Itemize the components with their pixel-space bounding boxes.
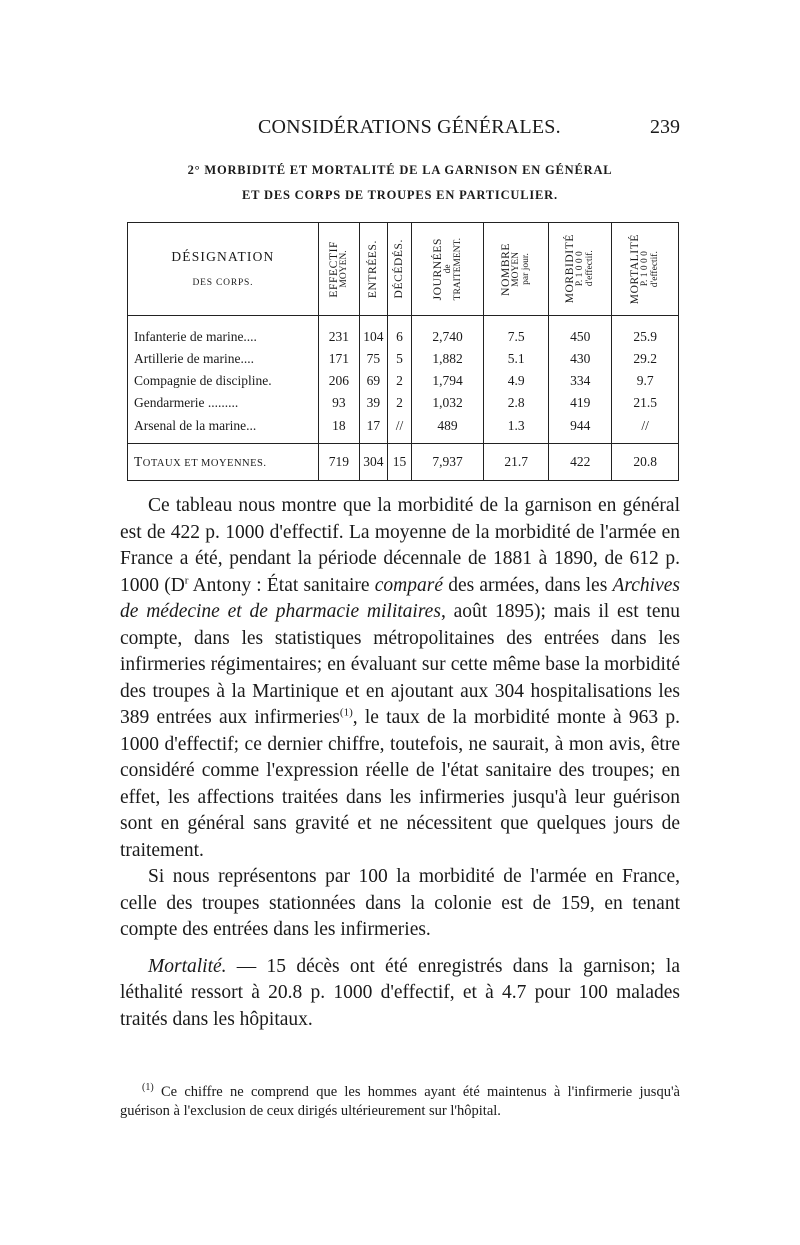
cell-effectif: 18	[318, 413, 359, 444]
row-label: Arsenal de la marine...	[134, 417, 257, 433]
statistics-table-grid	[128, 223, 678, 480]
header-journees-sub: de TRAITEMENT.	[442, 237, 463, 301]
table-row	[128, 368, 678, 390]
cell-mortalite: //	[612, 413, 678, 444]
cell-morbidite: 430	[549, 346, 612, 368]
cell-nombre: 1.3	[484, 413, 549, 444]
header-mortalite	[612, 223, 678, 316]
statistics-table	[127, 222, 679, 481]
cell-entrees: 17	[359, 413, 387, 444]
cell-journees: 489	[411, 413, 483, 444]
footnote-text: Ce chiffre ne comprend que les hommes ayant été maintenus à l'infirmerie jusqu'à guérison à l'exclusion de ceux dirigés ultérieurement sur l'hôpital.	[120, 1084, 680, 1119]
cell-decedes: 2	[387, 368, 411, 390]
cell-nombre: 7.5	[484, 316, 549, 347]
header-effectif	[318, 223, 359, 316]
cell-journees: 1,794	[411, 368, 483, 390]
row-label: Artillerie de marine....	[134, 351, 254, 367]
running-head	[120, 116, 680, 146]
p1-italic-compare: comparé	[374, 574, 443, 596]
cell-mortalite: 9.7	[612, 368, 678, 390]
p1-part-b: Antony : État sanitaire	[188, 574, 375, 596]
section-title	[120, 158, 680, 208]
cell-mortalite: 29.2	[612, 346, 678, 368]
table-row	[128, 413, 678, 444]
p1-part-d: , août 1895); mais il est tenu compte, dans les statistiques métropolitaines des entrées dans les infirmeries régimentaires; en évaluant sur cette même base la morbidité des troupes à la Martinique et en ajoutant aux 304 hospitalisations les 389 entrées aux infirmeries	[120, 601, 680, 728]
table-row	[128, 316, 678, 347]
header-effectif-sub: MOYEN.	[338, 250, 349, 288]
paragraph-comparison: Si nous représentons par 100 la morbidité de l'armée en France, celle des troupes stationnées dans la colonie est de 159, en tenant compte des entrées dans les infirmeries.	[120, 866, 680, 940]
header-journees	[411, 223, 483, 316]
cell-entrees: 69	[359, 368, 387, 390]
row-label: Gendarmerie .........	[134, 395, 239, 411]
cell-entrees: 75	[359, 346, 387, 368]
header-mortalite-sub: P. 1 0 0 0 d'effectif.	[640, 250, 661, 288]
cell-morbidite: 944	[549, 413, 612, 444]
cell-journees: 1,032	[411, 390, 483, 412]
paragraph-morbidity	[120, 493, 680, 864]
cell-nombre: 2.8	[484, 390, 549, 412]
header-morbidite-sub: P. 1 0 0 0 d'effectif.	[575, 250, 596, 288]
table-row	[128, 346, 678, 368]
header-designation-main: DÉSIGNATION	[171, 248, 275, 264]
table-row	[128, 390, 678, 412]
table-header-row	[128, 223, 678, 316]
header-designation-sub: DES CORPS.	[192, 277, 254, 288]
totals-label	[128, 443, 318, 480]
paragraph-mortality	[120, 954, 680, 1034]
cell-journees: 1,882	[411, 346, 483, 368]
p1-part-c: des armées, dans les	[443, 574, 613, 596]
header-designation	[128, 223, 318, 316]
cell-decedes: 6	[387, 316, 411, 347]
header-decedes	[387, 223, 411, 316]
cell-decedes: 5	[387, 346, 411, 368]
cell-nombre: 5.1	[484, 346, 549, 368]
total-effectif: 719	[318, 443, 359, 480]
total-nombre: 21.7	[484, 443, 549, 480]
p1-part-a: Ce tableau nous montre que la morbidité de la garnison en général est de 422 p. 1000 d'effectif. La moyenne de la morbidité de l'armée en France a été, pendant la période décennale de 1881 à 1890, de 612 p. 1000 (D	[120, 495, 680, 596]
totals-label-cap: T	[134, 453, 143, 469]
cell-nombre: 4.9	[484, 368, 549, 390]
footnote-paragraph	[120, 1083, 680, 1121]
cell-effectif: 171	[318, 346, 359, 368]
header-decedes-main: DÉCÉDÉS.	[393, 239, 406, 299]
p1-part-e: , le taux de la morbidité monte à 963 p. 1000 d'effectif; ce dernier chiffre, toutefois, ne saurait, à mon avis, être considéré comme l'expression réelle de l'état sanitaire des troupes; en effet, les affections traitées dans les infirmeries jusqu'à leur guérison sont en général sans gravité et ne nécessitent que quelques jours de traitement.	[120, 707, 681, 861]
p1-superscript: r	[184, 574, 189, 586]
header-nombre	[484, 223, 549, 316]
body-text	[120, 493, 680, 1033]
cell-entrees: 39	[359, 390, 387, 412]
section-title-line-2: ET DES CORPS DE TROUPES EN PARTICULIER.	[242, 188, 558, 202]
page-number: 239	[650, 116, 680, 138]
mortality-label: Mortalité.	[148, 955, 227, 977]
header-journees-main: JOURNÉES	[431, 237, 444, 301]
p1-italic-archives: Archives de médecine et de pharmacie militaires	[120, 574, 680, 622]
cell-decedes: //	[387, 413, 411, 444]
header-entrees	[359, 223, 387, 316]
mortality-text: — 15 décès ont été enregistrés dans la garnison; la léthalité ressort à 20.8 p. 1000 d'effectif, et à 4.7 pour 100 malades traités dans les hôpitaux.	[120, 955, 680, 1030]
cell-entrees: 104	[359, 316, 387, 347]
row-label: Compagnie de discipline.	[134, 373, 272, 389]
header-nombre-sub: MOYEN par jour.	[511, 251, 532, 287]
running-head-title: CONSIDÉRATIONS GÉNÉRALES.	[258, 116, 561, 138]
total-decedes: 15	[387, 443, 411, 480]
total-entrees: 304	[359, 443, 387, 480]
cell-journees: 2,740	[411, 316, 483, 347]
footnote-mark: (1)	[142, 1082, 154, 1094]
cell-effectif: 231	[318, 316, 359, 347]
cell-morbidite: 419	[549, 390, 612, 412]
header-morbidite-main: MORBIDITÉ	[564, 234, 577, 304]
total-journees: 7,937	[411, 443, 483, 480]
cell-effectif: 206	[318, 368, 359, 390]
cell-mortalite: 25.9	[612, 316, 678, 347]
totals-row	[128, 443, 678, 480]
footnote-reference: (1)	[339, 706, 353, 719]
cell-mortalite: 21.5	[612, 390, 678, 412]
cell-morbidite: 334	[549, 368, 612, 390]
footnote	[120, 1083, 680, 1121]
cell-morbidite: 450	[549, 316, 612, 347]
header-mortalite-main: MORTALITÉ	[629, 233, 642, 305]
cell-effectif: 93	[318, 390, 359, 412]
cell-decedes: 2	[387, 390, 411, 412]
row-label: Infanterie de marine....	[134, 329, 257, 344]
header-effectif-main: EFFECTIF	[327, 240, 340, 298]
totals-label-rest: OTAUX ET MOYENNES.	[142, 457, 267, 469]
header-nombre-main: NOMBRE	[500, 242, 513, 296]
total-morbidite: 422	[549, 443, 612, 480]
header-morbidite	[549, 223, 612, 316]
section-title-line-1: 2° MORBIDITÉ ET MORTALITÉ DE LA GARNISON EN GÉNÉRAL	[187, 163, 613, 177]
total-mortalite: 20.8	[612, 443, 678, 480]
header-entrees-main: ENTRÉES.	[367, 239, 380, 299]
